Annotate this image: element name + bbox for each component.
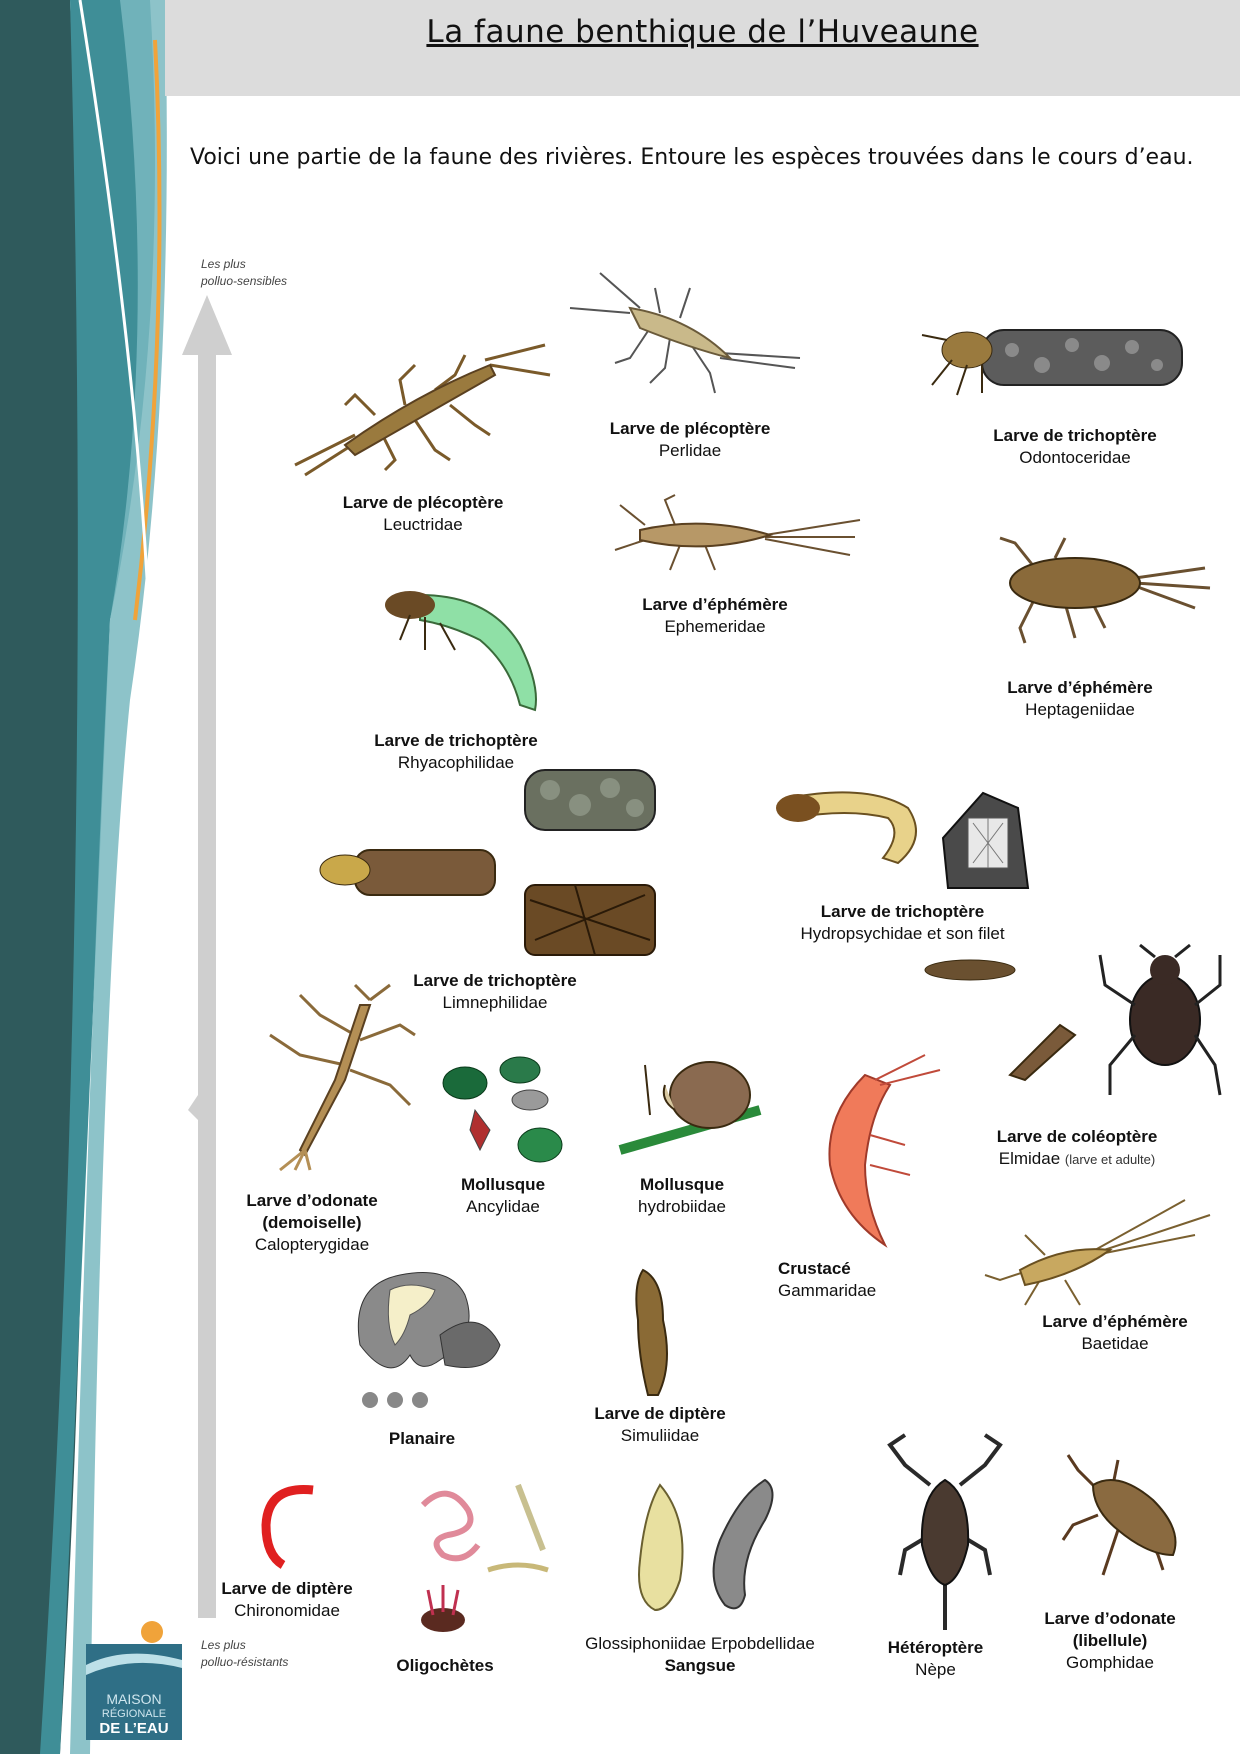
label-hydrobiidae — [622, 1174, 742, 1218]
label-chironomidae-group: Larve de diptère — [221, 1579, 353, 1598]
maison-regionale-eau-logo — [86, 1620, 182, 1740]
label-hydropsychidae — [780, 901, 1025, 945]
axis-bottom-note-line2: polluo-résistants — [201, 1655, 289, 1669]
label-odontoceridae-group: Larve de trichoptère — [993, 426, 1157, 445]
label-hydropsychidae-group: Larve de trichoptère — [820, 902, 985, 921]
limnephilidae-illustration — [315, 770, 670, 960]
label-limnephilidae-family: Limnephilidae — [442, 993, 548, 1012]
label-hydrobiidae-group: Mollusque — [639, 1175, 725, 1194]
label-elmidae-group: Larve de coléoptère — [996, 1127, 1158, 1146]
logo-line1: MAISON — [106, 1691, 162, 1707]
nepe-illustration — [880, 1435, 1010, 1630]
label-limnephilidae — [395, 970, 595, 1014]
label-ancylidae — [443, 1174, 563, 1218]
label-ancylidae-family: Ancylidae — [466, 1197, 540, 1216]
label-leuctridae-family: Leuctridae — [383, 515, 463, 534]
ephemeridae-illustration — [605, 495, 860, 575]
rhyacophilidae-illustration — [380, 585, 555, 715]
label-gomphidae-group-line1: Larve d’odonate — [1044, 1609, 1176, 1628]
label-simuliidae-group: Larve de diptère — [594, 1404, 726, 1423]
label-sangsue-families: Glossiphoniidae Erpobdellidae — [585, 1634, 815, 1653]
label-odontoceridae — [975, 425, 1175, 469]
label-planaire-group: Planaire — [388, 1429, 456, 1448]
label-calopterygidae-group-line1: Larve d’odonate — [246, 1191, 378, 1210]
label-perlidae-family: Perlidae — [658, 441, 722, 460]
label-elmidae-family: Elmidae — [998, 1149, 1061, 1168]
logo-line2: RÉGIONALE — [101, 1708, 167, 1720]
label-ephemeridae-group: Larve d’éphémère — [642, 595, 788, 614]
label-calopterygidae-group-line2: (demoiselle) — [262, 1213, 362, 1232]
label-perlidae — [595, 418, 785, 462]
label-sangsue — [565, 1633, 835, 1677]
calopterygidae-illustration — [260, 985, 415, 1170]
logo-mark — [86, 1620, 182, 1740]
ancylidae-illustration — [440, 1055, 565, 1165]
sensitivity-arrow — [180, 295, 236, 1620]
label-baetidae-group: Larve d’éphémère — [1042, 1312, 1188, 1331]
label-heptageniidae — [985, 677, 1175, 721]
label-hydropsychidae-family: Hydropsychidae et son filet — [800, 924, 1005, 943]
label-calopterygidae-family: Calopterygidae — [254, 1235, 370, 1254]
page-title: La faune benthique de l’Huveaune — [426, 14, 979, 50]
simuliidae-illustration — [618, 1265, 688, 1400]
elmidae-illustration — [900, 945, 1225, 1100]
label-calopterygidae — [222, 1190, 402, 1256]
label-heptageniidae-family: Heptageniidae — [1025, 700, 1135, 719]
label-baetidae — [1020, 1311, 1210, 1355]
label-chironomidae-family: Chironomidae — [234, 1601, 340, 1620]
label-rhyacophilidae — [356, 730, 556, 774]
label-elmidae-note: (larve et adulte) — [1064, 1152, 1156, 1167]
label-nepe-group: Hétéroptère — [887, 1638, 984, 1657]
hydrobiidae-illustration — [620, 1055, 760, 1155]
decorative-side-band — [0, 0, 180, 1754]
label-simuliidae-family: Simuliidae — [620, 1426, 700, 1445]
axis-top-note — [201, 256, 287, 290]
label-ephemeridae-family: Ephemeridae — [664, 617, 766, 636]
axis-top-note-line2: polluo-sensibles — [201, 274, 288, 288]
label-simuliidae — [565, 1403, 755, 1447]
label-rhyacophilidae-group: Larve de trichoptère — [374, 731, 538, 750]
odontoceridae-illustration — [912, 325, 1187, 400]
intro-text: Voici une partie de la faune des rivières. Entoure les espèces trouvées dans le cours d’eau. — [190, 145, 1194, 170]
label-leuctridae-group: Larve de plécoptère — [342, 493, 504, 512]
label-gammaridae-group: Crustacé — [778, 1259, 851, 1278]
label-ephemeridae — [620, 594, 810, 638]
label-leuctridae — [328, 492, 518, 536]
label-gammaridae — [778, 1258, 898, 1302]
label-sangsue-group: Sangsue — [664, 1656, 736, 1675]
label-chironomidae — [192, 1578, 382, 1622]
label-planaire — [362, 1428, 482, 1450]
baetidae-illustration — [985, 1195, 1215, 1305]
sangsue-illustration — [620, 1480, 780, 1620]
label-limnephilidae-group: Larve de trichoptère — [413, 971, 577, 990]
heptageniidae-illustration — [985, 538, 1210, 648]
label-oligochetes-group: Oligochètes — [396, 1656, 494, 1675]
label-nepe-family: Nèpe — [915, 1660, 956, 1679]
planaire-illustration — [350, 1265, 515, 1415]
label-baetidae-family: Baetidae — [1081, 1334, 1149, 1353]
label-ancylidae-group: Mollusque — [460, 1175, 546, 1194]
label-hydrobiidae-family: hydrobiidae — [638, 1197, 726, 1216]
axis-bottom-note-line1: Les plus — [201, 1638, 246, 1652]
axis-top-note-line1: Les plus — [201, 257, 246, 271]
axis-bottom-note — [201, 1637, 288, 1671]
label-gomphidae — [1030, 1608, 1190, 1674]
chironomidae-illustration — [258, 1485, 333, 1570]
label-gomphidae-group-line2: (libellule) — [1072, 1631, 1148, 1650]
perlidae-illustration — [570, 268, 800, 398]
leuctridae-illustration — [285, 335, 555, 475]
label-odontoceridae-family: Odontoceridae — [1019, 448, 1131, 467]
label-nepe — [873, 1637, 998, 1681]
label-rhyacophilidae-family: Rhyacophilidae — [397, 753, 515, 772]
gomphidae-illustration — [1058, 1455, 1188, 1585]
label-heptageniidae-group: Larve d’éphémère — [1007, 678, 1153, 697]
label-elmidae — [972, 1126, 1182, 1171]
label-perlidae-group: Larve de plécoptère — [609, 419, 771, 438]
label-gomphidae-family: Gomphidae — [1066, 1653, 1154, 1672]
oligochetes-illustration — [418, 1480, 553, 1635]
label-oligochetes — [385, 1655, 505, 1677]
label-gammaridae-family: Gammaridae — [778, 1281, 877, 1300]
logo-line3: DE L’EAU — [99, 1720, 169, 1737]
hydropsychidae-illustration — [768, 778, 1073, 898]
